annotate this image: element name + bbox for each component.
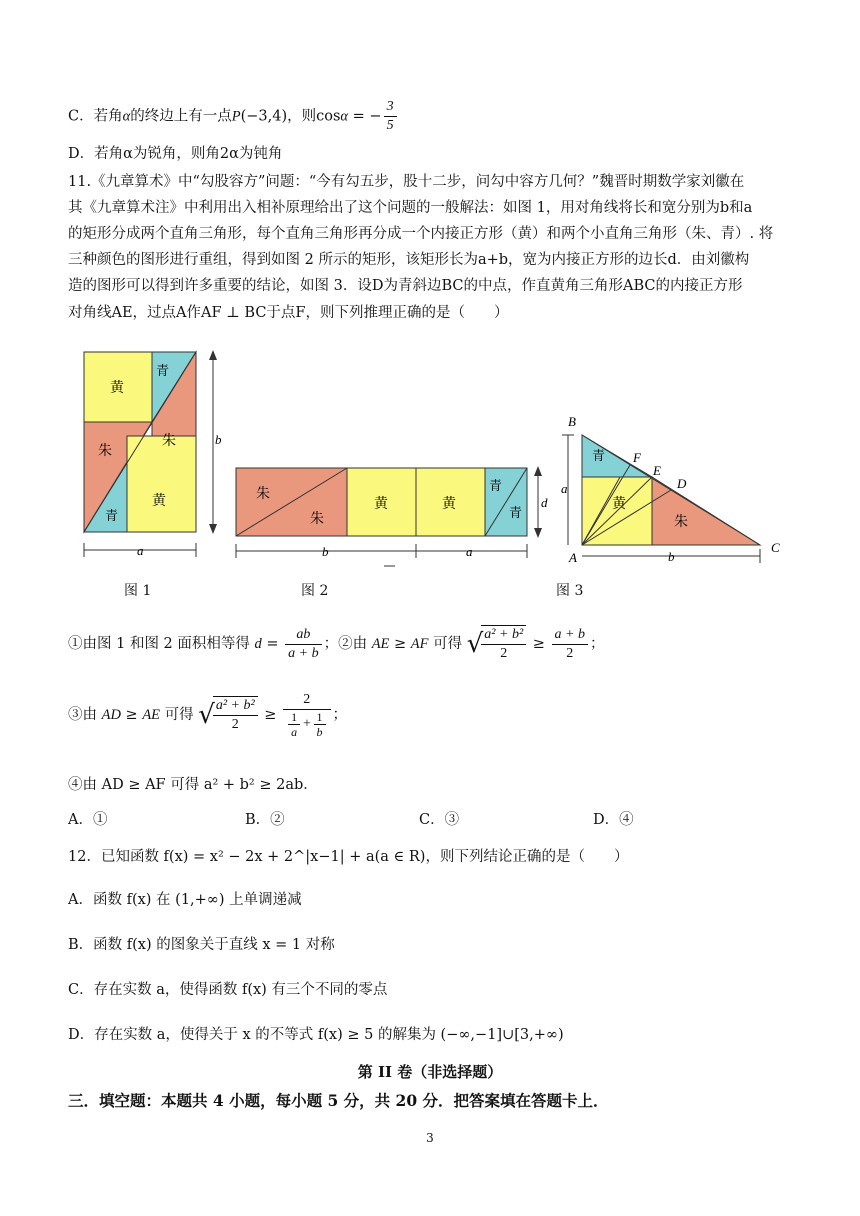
fig3-label-huang: 黄 [612, 497, 626, 512]
fig2-caption: 图 2 [301, 583, 329, 599]
fig1-label-huang-bottom: 黄 [152, 494, 166, 509]
q11-statement-4: ④由 AD ≥ AF 可得 a² + b² ≥ 2ab． [68, 777, 318, 793]
q12-option-a: A．函数 f(x) 在 (1,+∞) 上单调递减 [68, 892, 302, 908]
fig3-dim-a: a [561, 481, 568, 496]
q10-option-c: C．若角α的终边上有一点P(−3,4)，则cosα = − $\frac{3}{5}$ [68, 98, 399, 135]
q11-option-a: A．① [68, 812, 108, 828]
fig2-label-qing-1: 青 [489, 478, 503, 493]
fig2-dim-b: b [322, 544, 329, 559]
fig3-label-qing: 青 [592, 448, 606, 463]
fig1-dim-b: b [215, 432, 222, 447]
fig3-caption: 图 3 [556, 583, 584, 599]
fig3-dim-b: b [668, 549, 675, 564]
fig3-point-b: B [568, 414, 576, 429]
fig2-label-zhu-2: 朱 [310, 512, 324, 527]
fig3-point-c: C [771, 540, 780, 555]
fig2-label-zhu-1: 朱 [256, 487, 270, 502]
fig1-label-zhu-left: 朱 [98, 444, 112, 459]
section-title: 第 II 卷（非选择题） [357, 1063, 503, 1081]
fig3-point-a: A [569, 550, 577, 565]
q11-statement-3: ③由 AD ≥ AE 可得 √ $\frac{\text{a² + b²}}{2}$ ≥ 2 $\frac{1}{a}$ + $\frac{1}{b}$ ； [68, 692, 348, 739]
section-heading: 三．填空题：本题共 4 小题，每小题 5 分，共 20 分．把答案填在答题卡上． [68, 1091, 609, 1110]
page-number: 3 [426, 1131, 434, 1145]
q12-option-d: D．存在实数 a，使得关于 x 的不等式 f(x) ≥ 5 的解集为 (−∞,−1]∪[3,+∞) [68, 1027, 564, 1043]
q11-statement-1-2: ①由图 1 和图 2 面积相等得 d = $\frac{ab}{a + b}$ ；②由 AE ≥ AF 可得 √ $\frac{\text{a² + b²}}{2}$ ≥ $\frac{a + b}{2}$ ； [68, 626, 605, 661]
fig2-dim-d: d [541, 495, 548, 510]
fig3-point-e: E [653, 463, 661, 478]
fig1-label-qing-top: 青 [156, 363, 170, 378]
q11-option-b: B．② [245, 812, 285, 828]
q11-option-c: C．③ [419, 812, 460, 828]
fig2-label-huang-2: 黄 [442, 497, 456, 512]
fig1-label-huang-top: 黄 [110, 381, 124, 396]
figure-1 [84, 352, 196, 532]
q10-option-d: D．若角α为锐角，则角2α为钝角 [68, 146, 283, 162]
fig2-label-qing-2: 青 [509, 505, 523, 520]
fig1-dim-a: a [137, 543, 144, 558]
fig2-dim-a: a [466, 544, 473, 559]
fig2-label-huang-1: 黄 [374, 497, 388, 512]
fig3-label-zhu: 朱 [674, 515, 688, 530]
fig3-point-d: D [677, 476, 687, 491]
q12-option-c: C．存在实数 a，使得函数 f(x) 有三个不同的零点 [68, 982, 388, 998]
q11-option-d: D．④ [593, 812, 634, 828]
q12-stem: 12．已知函数 f(x) = x² − 2x + 2^|x−1| + a(a ∈ R)，则下列结论正确的是（ ） [68, 849, 629, 865]
q12-option-b: B．函数 f(x) 的图象关于直线 x = 1 对称 [68, 937, 335, 953]
fig1-label-zhu-right: 朱 [162, 434, 176, 449]
figure-3 [582, 435, 760, 545]
q11-figures [0, 340, 860, 590]
fig3-point-f: F [633, 450, 641, 465]
fig1-label-qing-bottom: 青 [105, 508, 119, 523]
fig1-caption: 图 1 [124, 583, 152, 599]
